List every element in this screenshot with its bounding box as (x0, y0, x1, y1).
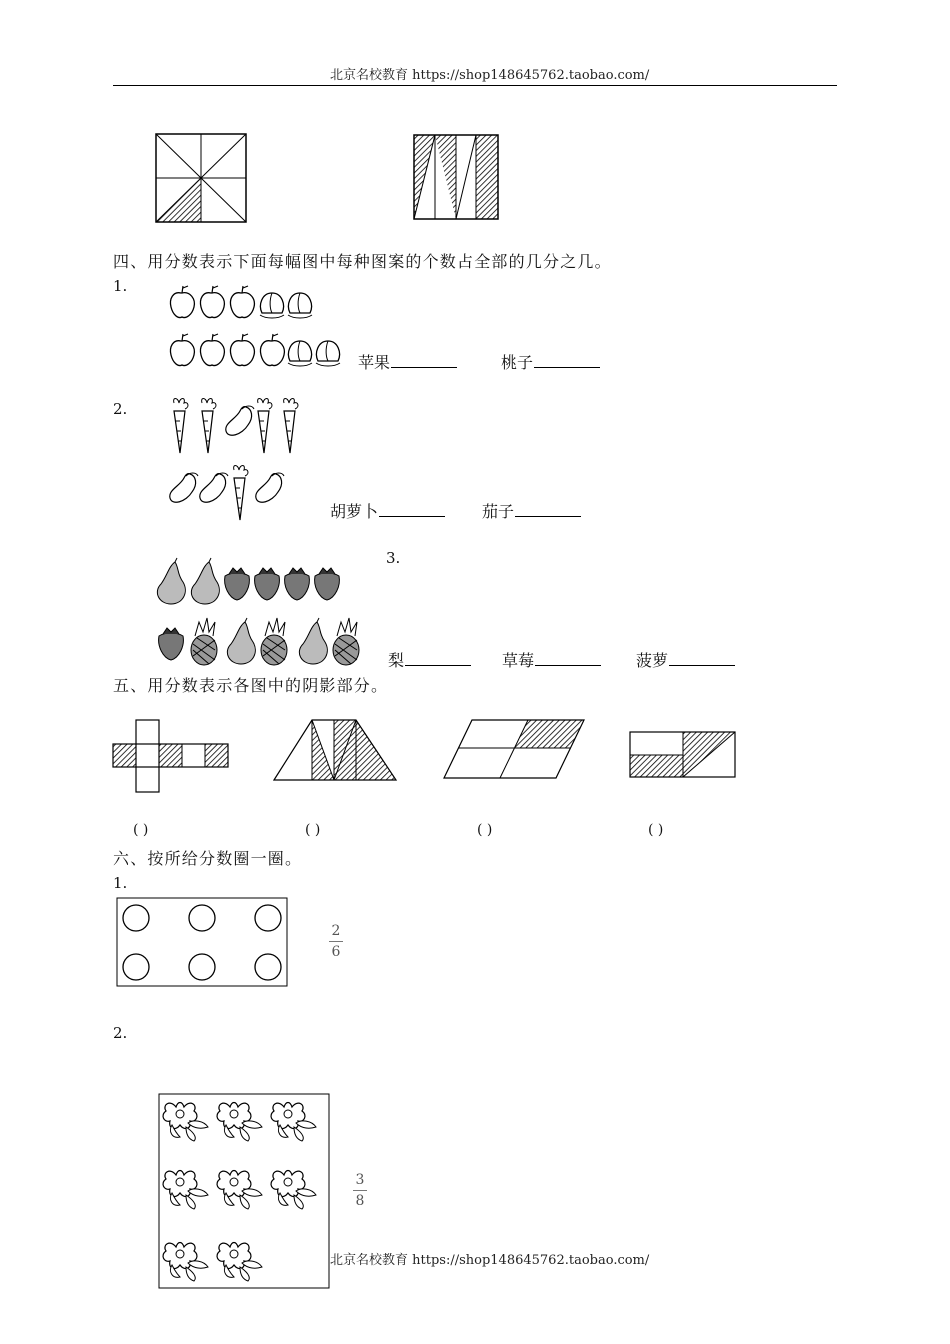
fraction-2-6 (329, 923, 343, 960)
eggplant-icon (200, 473, 228, 502)
circle-icon (123, 905, 149, 931)
eggplant-icon (226, 406, 254, 435)
eggplant-icon (170, 473, 198, 502)
header-rule (113, 85, 837, 86)
fruit-row-4 (155, 618, 370, 666)
trapezoid-figure (272, 718, 398, 782)
strawberry-icon (315, 568, 340, 600)
strawberry-icon (159, 628, 184, 660)
eggplant-answer[interactable]: 茄子 (482, 499, 581, 522)
q2-number: 2. (113, 400, 128, 418)
strawberry-icon (255, 568, 280, 600)
q3-number: 3. (386, 549, 401, 567)
circle-icon (255, 905, 281, 931)
strawberry-icon (285, 568, 310, 600)
strawberry-answer[interactable]: 草莓 (502, 648, 601, 671)
pineapple-icon (191, 618, 217, 665)
numerator: 2 (331, 923, 341, 939)
page-footer: 北京名校教育 https://shop148645762.taobao.com/ (330, 1253, 650, 1268)
section6-title: 六、按所给分数圈一圈。 (113, 849, 303, 868)
apple-icon (170, 286, 194, 318)
circle-icon (123, 954, 149, 980)
peach-answer[interactable]: 桃子 (501, 350, 600, 373)
carrot-icon (202, 399, 216, 454)
peach-icon (316, 341, 340, 366)
flowers-box[interactable] (158, 1093, 330, 1289)
pear-icon (299, 618, 327, 664)
pineapple-answer[interactable]: 菠萝 (636, 648, 735, 671)
parallelogram-figure (442, 718, 586, 780)
q1-number: 1. (113, 277, 128, 295)
octant-square-figure (155, 133, 247, 223)
cross-net-figure (113, 718, 231, 794)
flower-icon (163, 1171, 208, 1210)
carrot-icon (258, 399, 272, 454)
flower-icon (217, 1171, 262, 1210)
denominator: 6 (331, 944, 341, 960)
pineapple-icon (333, 618, 359, 665)
flower-icon (271, 1171, 316, 1210)
flower-icon (163, 1103, 208, 1142)
carrot-icon (174, 399, 188, 454)
circle-icon (189, 905, 215, 931)
carrot-answer[interactable]: 胡萝卜 (330, 499, 445, 522)
flower-icon (163, 1243, 208, 1282)
answer-paren-4[interactable]: ( ) (648, 822, 664, 838)
peach-icon (288, 293, 312, 318)
rectangle-split-figure (629, 731, 737, 779)
section5-title: 五、用分数表示各图中的阴影部分。 (113, 676, 389, 695)
flower-icon (271, 1103, 316, 1142)
s6-q1-number: 1. (113, 874, 128, 892)
page-header: 北京名校教育 https://shop148645762.taobao.com/ (330, 68, 650, 83)
vegetable-row-1 (168, 395, 308, 455)
answer-paren-1[interactable]: ( ) (133, 822, 149, 838)
pineapple-icon (261, 618, 287, 665)
strawberry-icon (225, 568, 250, 600)
circle-icon (189, 954, 215, 980)
fraction-3-8 (353, 1172, 367, 1209)
peach-icon (288, 341, 312, 366)
s6-q2-number: 2. (113, 1024, 128, 1042)
carrot-icon (234, 466, 248, 521)
section4-title: 四、用分数表示下面每幅图中每种图案的个数占全部的几分之几。 (113, 252, 612, 271)
fruit-row-1 (168, 285, 338, 323)
circle-icon (255, 954, 281, 980)
numerator: 3 (355, 1172, 365, 1188)
apple-icon (230, 286, 254, 318)
denominator: 8 (355, 1193, 365, 1209)
pear-icon (157, 558, 185, 604)
striped-rectangle-figure (413, 134, 499, 220)
apple-icon (230, 334, 254, 366)
flower-icon (217, 1243, 262, 1282)
apple-answer[interactable]: 苹果 (358, 350, 457, 373)
peach-icon (260, 293, 284, 318)
circles-box[interactable] (116, 897, 288, 987)
carrot-icon (284, 399, 298, 454)
pear-icon (191, 558, 219, 604)
pear-answer[interactable]: 梨 (388, 648, 471, 671)
apple-icon (260, 334, 284, 366)
apple-icon (170, 334, 194, 366)
apple-icon (200, 334, 224, 366)
eggplant-icon (256, 473, 284, 502)
apple-icon (200, 286, 224, 318)
vegetable-row-2 (168, 462, 293, 522)
pear-icon (227, 618, 255, 664)
fruit-row-3 (155, 558, 345, 606)
answer-paren-3[interactable]: ( ) (477, 822, 493, 838)
flower-icon (217, 1103, 262, 1142)
answer-paren-2[interactable]: ( ) (305, 822, 321, 838)
fruit-row-2 (168, 333, 348, 371)
